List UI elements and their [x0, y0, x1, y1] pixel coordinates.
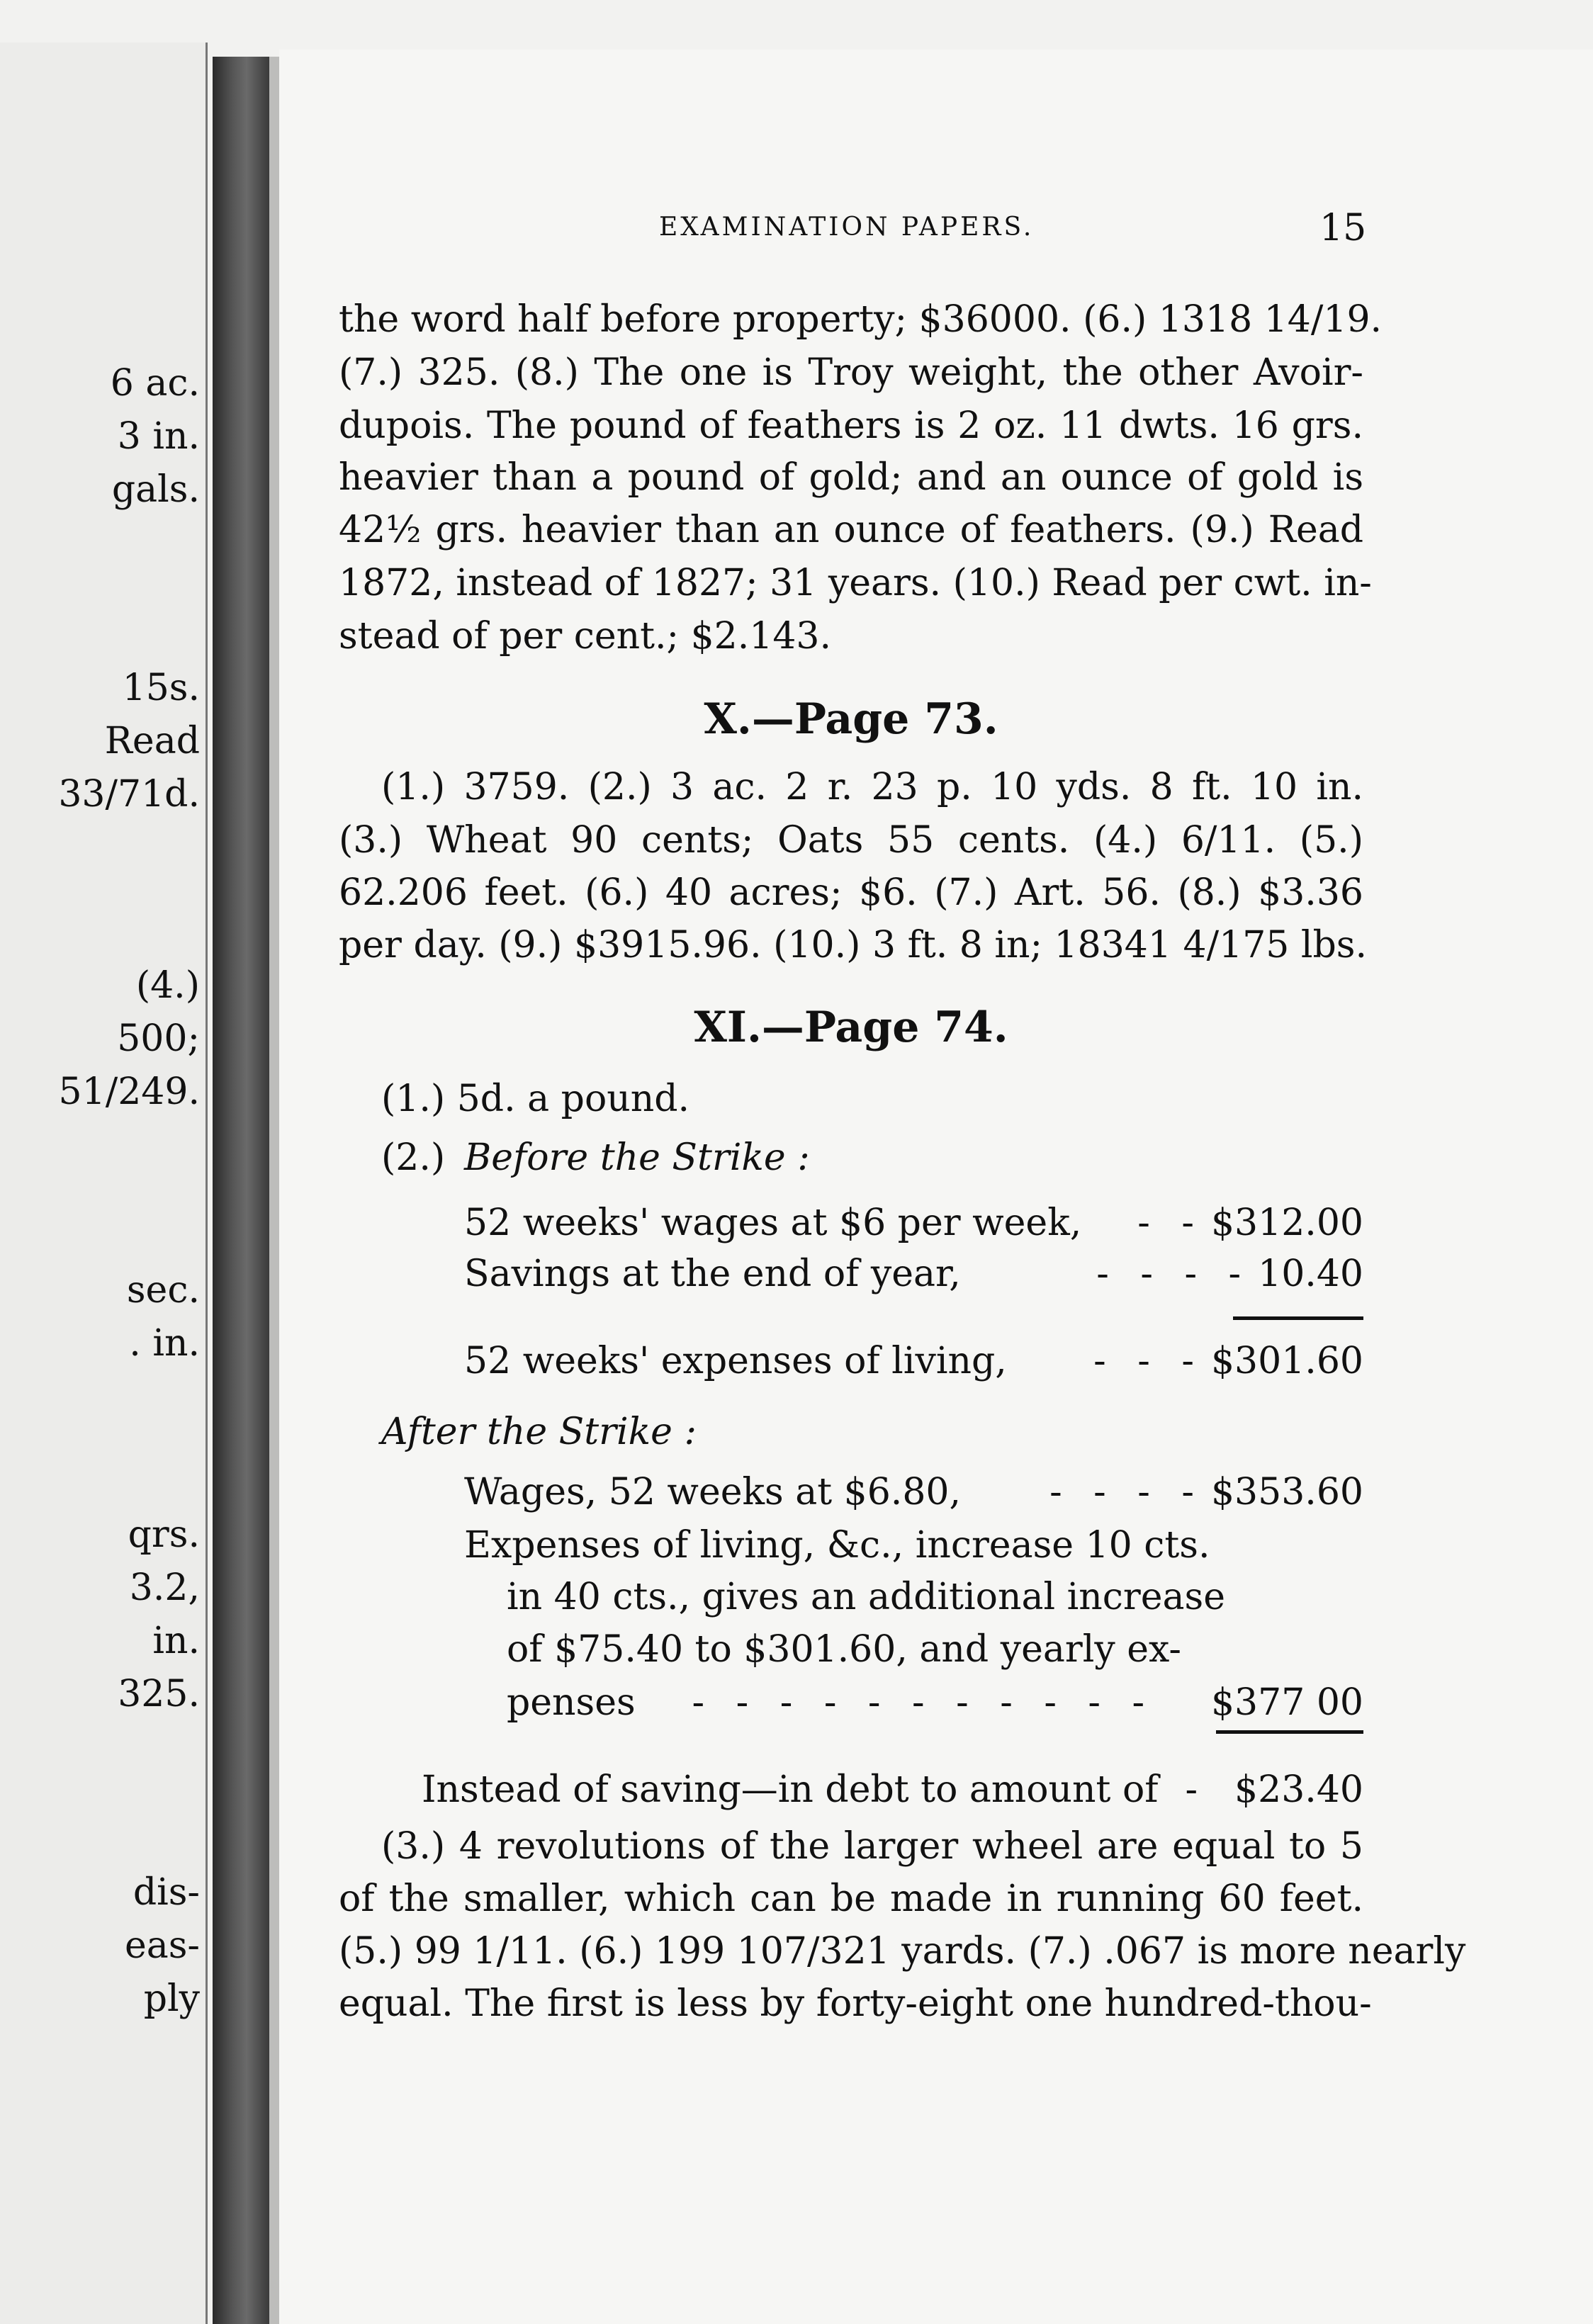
page-number: 15 [1319, 207, 1367, 249]
ledger-leader: - [1185, 1771, 1208, 1808]
ledger-row [464, 1253, 1363, 1295]
book-gutter-edge [269, 57, 279, 2324]
ledger-row [464, 1202, 1363, 1244]
left-fragment: dis- [133, 1871, 200, 1914]
text-line: of $75.40 to $301.60, and yearly ex- [507, 1628, 1181, 1671]
text-line: (7.) 325. (8.) The one is Troy weight, the other Avoir- [339, 351, 1363, 394]
text-line: stead of per cent.; $2.143. [339, 615, 832, 658]
ledger-amount: $377 00 [1210, 1681, 1363, 1724]
text-line: (1.) 3759. (2.) 3 ac. 2 r. 23 p. 10 yds. 8 ft. 10 in. [381, 766, 1363, 808]
ledger-label: Instead of saving—in debt to amount of [422, 1769, 1159, 1811]
text-line: of the smaller, which can be made in running 60 feet. [339, 1878, 1363, 1920]
text-line: heavier than a pound of gold; and an ounce of gold is [339, 456, 1363, 499]
section-heading-xi: XI.—Page 74. [694, 1003, 1008, 1052]
text-line: (5.) 99 1/11. (6.) 199 107/321 yards. (7.) .067 is more nearly [339, 1930, 1466, 1973]
left-fragment: Read [104, 720, 200, 762]
ledger-amount: $353.60 [1210, 1471, 1363, 1513]
text-line: 1872, instead of 1827; 31 years. (10.) Read per cwt. in- [339, 562, 1372, 604]
ledger-leader: - - - - [1049, 1474, 1204, 1511]
text-line: per day. (9.) $3915.96. (10.) 3 ft. 8 in; 18341 4/175 lbs. [339, 924, 1368, 966]
ledger-amount: $23.40 [1234, 1769, 1363, 1811]
ledger-row [464, 1340, 1363, 1382]
ledger-label: penses [507, 1681, 636, 1724]
left-fragment: 33/71d. [58, 773, 200, 816]
left-fragment: eas- [124, 1924, 200, 1967]
text-line: dupois. The pound of feathers is 2 oz. 11 dwts. 16 grs. [339, 405, 1363, 447]
ledger-leader: - - - [1093, 1343, 1204, 1380]
sum-rule [1233, 1316, 1363, 1320]
ledger-label: 52 weeks' wages at $6 per week, [464, 1202, 1082, 1244]
ledger-row [507, 1681, 1363, 1724]
left-fragment: 500; [117, 1017, 200, 1060]
left-fragment: ply [143, 1978, 200, 2020]
ledger-leader: - - [1137, 1205, 1204, 1241]
left-fragment: 3 in. [117, 415, 200, 458]
left-fragment: (4.) [135, 964, 200, 1007]
text-line: in 40 cts., gives an additional increase [507, 1576, 1225, 1618]
item-label: (2.) [381, 1136, 446, 1179]
ledger-amount: 10.40 [1258, 1253, 1363, 1295]
left-fragment: 15s. [122, 667, 200, 709]
text-line: (1.) 5d. a pound. [381, 1078, 690, 1120]
text-line: (3.) 4 revolutions of the larger wheel are equal to 5 [381, 1825, 1363, 1868]
left-fragment: . in. [129, 1322, 200, 1365]
ledger-amount: $312.00 [1210, 1202, 1363, 1244]
ledger-label: Wages, 52 weeks at $6.80, [464, 1471, 962, 1513]
running-header: EXAMINATION PAPERS. [659, 213, 1035, 242]
book-gutter [213, 57, 269, 2324]
ledger-label: Savings at the end of year, [464, 1253, 961, 1295]
left-fragment: gals. [111, 468, 200, 511]
ledger-amount: $301.60 [1210, 1340, 1363, 1382]
sum-rule [1216, 1730, 1363, 1734]
ledger-leader: - - - - [1096, 1256, 1251, 1292]
ledger-leader: - - - - - - - - - - - [692, 1684, 1155, 1721]
left-fragment: 3.2, [129, 1567, 200, 1609]
left-fragment: in. [152, 1620, 200, 1662]
before-strike-label: Before the Strike : [464, 1136, 810, 1179]
left-fragment: 325. [118, 1673, 200, 1715]
left-fragment: qrs. [128, 1513, 200, 1556]
section-heading-x: X.—Page 73. [704, 694, 998, 744]
text-line: (3.) Wheat 90 cents; Oats 55 cents. (4.) 6/11. (5.) [339, 819, 1363, 862]
left-fragment: sec. [126, 1269, 200, 1312]
text-line: 42½ grs. heavier than an ounce of feathers. (9.) Read [339, 509, 1363, 551]
ledger-row [464, 1471, 1363, 1513]
after-strike-label: After the Strike : [381, 1411, 697, 1453]
ledger-row [422, 1769, 1363, 1811]
text-line: the word half before property; $36000. (6.) 1318 14/19. [339, 298, 1383, 341]
previous-page-edge [0, 43, 208, 2324]
ledger-label: 52 weeks' expenses of living, [464, 1340, 1007, 1382]
text-line: 62.206 feet. (6.) 40 acres; $6. (7.) Art. 56. (8.) $3.36 [339, 872, 1363, 914]
text-line: Expenses of living, &c., increase 10 cts. [464, 1524, 1210, 1567]
text-line: equal. The first is less by forty-eight one hundred-thou- [339, 1982, 1372, 2025]
left-fragment: 6 ac. [110, 362, 200, 405]
left-fragment: 51/249. [58, 1071, 200, 1113]
